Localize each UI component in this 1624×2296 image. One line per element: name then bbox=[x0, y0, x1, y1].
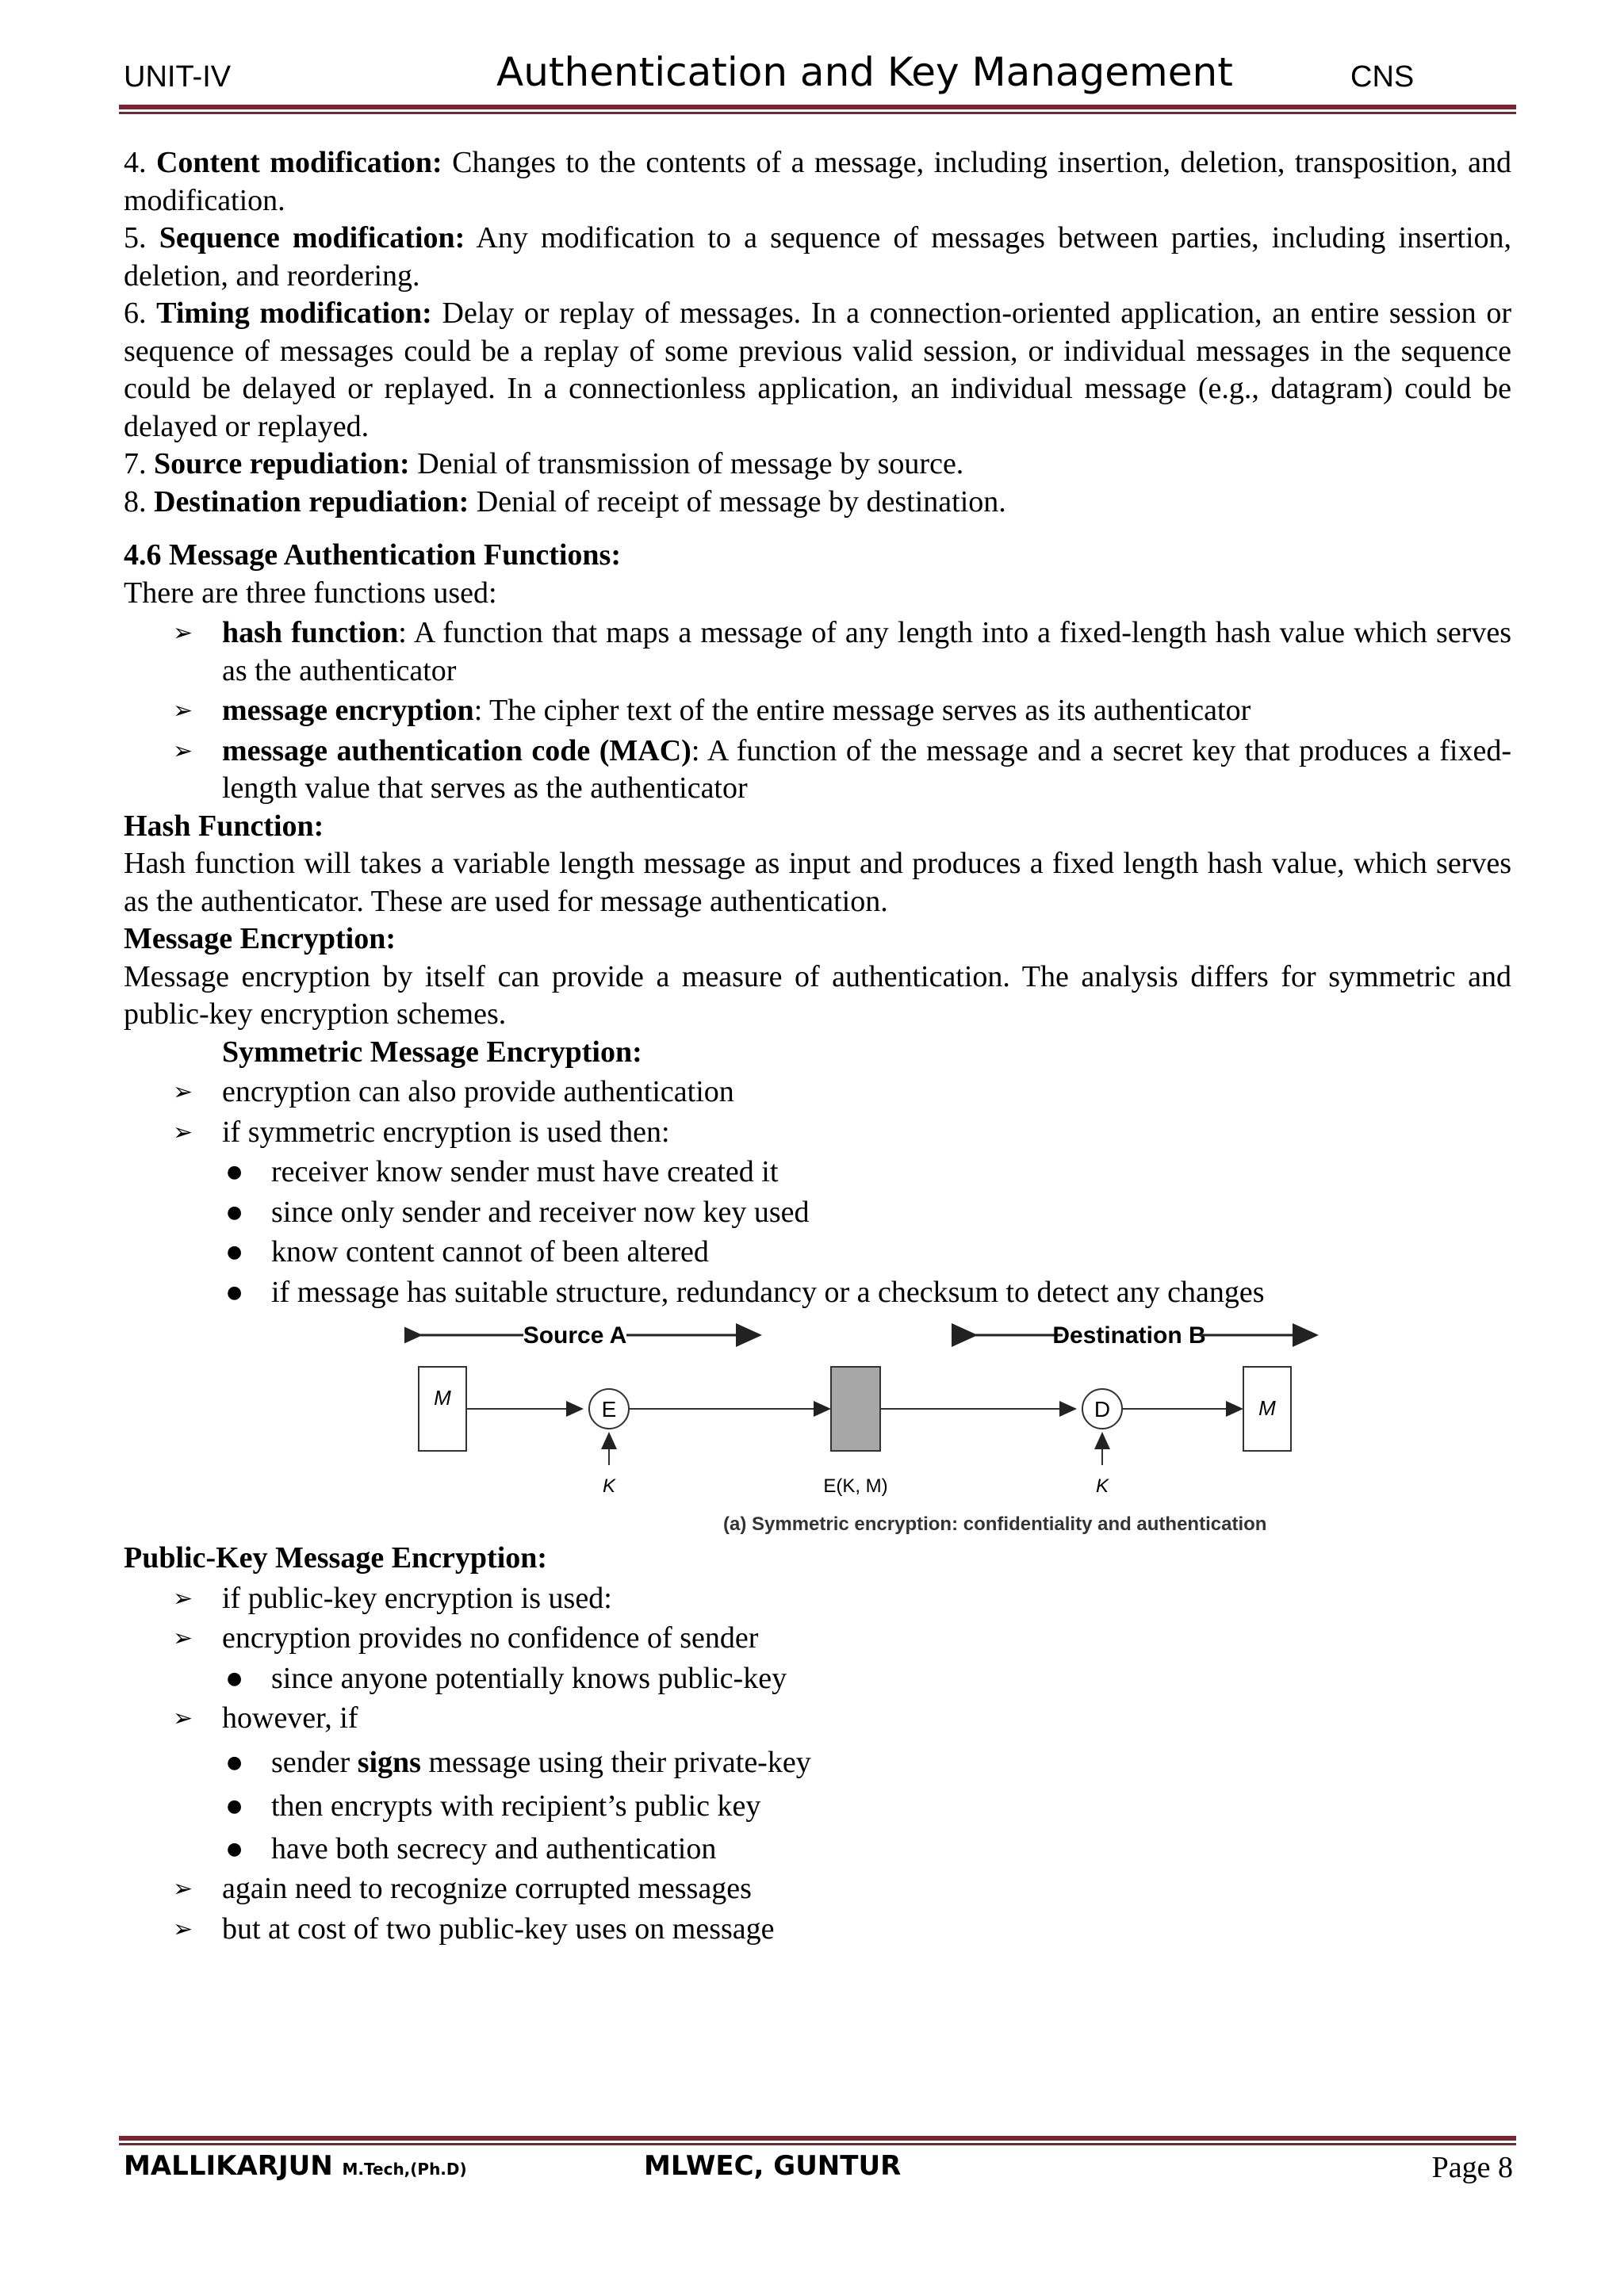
attack-text: Delay or replay of messages. In a connection-oriented application, an entire session or sequence of messages could be a replay of some previous valid session, or individual messages in the sequence could be delayed or replayed. In a connectionless application, an individual message (e.g., datagram) could be delayed or replayed. bbox=[124, 297, 1511, 443]
dest-label: Destination B bbox=[1052, 1322, 1206, 1349]
list-item: ● since anyone potentially knows public-key bbox=[222, 1660, 1511, 1698]
header-rule-thin bbox=[119, 112, 1516, 114]
arrow-bullet-icon: ➢ bbox=[173, 1915, 193, 1943]
list-item: ● have both secrecy and authentication bbox=[222, 1831, 1511, 1869]
list-item: ● if message has suitable structure, redundancy or a checksum to detect any changes bbox=[222, 1274, 1511, 1312]
list-item: ● since only sender and receiver now key used bbox=[222, 1194, 1511, 1232]
figure-caption: (a) Symmetric encryption: confidentiality and authentication bbox=[723, 1513, 1267, 1535]
arrow-bullet-icon: ➢ bbox=[173, 697, 193, 725]
encryption-text: Message encryption by itself can provide a measure of authentication. The analysis differs for symmetric and public-key encryption schemes. bbox=[124, 959, 1511, 1031]
page-footer bbox=[124, 2150, 1513, 2198]
arrow-bullet-icon: ➢ bbox=[173, 1584, 193, 1613]
unit-label: UNIT-IV bbox=[124, 60, 232, 94]
header-rule-thick bbox=[119, 105, 1516, 109]
list-item: ➢ but at cost of two public-key uses on message bbox=[173, 1911, 1511, 1949]
section-title: 4.6 Message Authentication Functions: bbox=[124, 538, 621, 572]
encrypt-label: E bbox=[601, 1397, 617, 1422]
subject-label: CNS bbox=[1350, 60, 1415, 94]
attack-text: Denial of receipt of message by destination. bbox=[476, 484, 1006, 519]
public-key-section bbox=[124, 1540, 1511, 1948]
attack-item: 6. Timing modification: Delay or replay of messages. In a connection-oriented application, an entire session or sequence of messages could be a replay of some previous valid session, or individual messages in the sequence could be delayed or replayed. In a connectionless application, an individual message (e.g., datagram) could be delayed or replayed. bbox=[124, 297, 1511, 443]
key-left-label: K bbox=[602, 1475, 616, 1497]
attack-term: Sequence modification: bbox=[159, 221, 465, 254]
attack-item: 7. Source repudiation: Denial of transmission of message by source. bbox=[124, 447, 964, 480]
attack-term: Timing modification: bbox=[156, 297, 432, 330]
list-item: ➢ if public-key encryption is used: bbox=[173, 1580, 1511, 1618]
dot-bullet-icon: ● bbox=[227, 1162, 243, 1182]
source-label: Source A bbox=[523, 1322, 627, 1349]
hash-text: Hash function will takes a variable length message as input and produces a fixed length hash value, which serves as the authenticator. These are used for message authentication. bbox=[124, 847, 1511, 918]
list-item: ➢ message authentication code (MAC): A function of the message and a secret key that produces a fixed-length value that serves as the authenticator bbox=[173, 733, 1511, 808]
arrow-bullet-icon: ➢ bbox=[173, 1118, 193, 1146]
symmetric-encryption-diagram bbox=[404, 1316, 1372, 1538]
ciphertext-box bbox=[831, 1367, 880, 1451]
attack-text: Any modification to a sequence of messages between parties, including insertion, deletion, and reordering. bbox=[124, 221, 1511, 293]
arrow-bullet-icon: ➢ bbox=[173, 1078, 193, 1106]
main-content bbox=[124, 144, 1511, 1311]
dot-bullet-icon: ● bbox=[227, 1282, 243, 1303]
dot-bullet-icon: ● bbox=[227, 1202, 243, 1223]
page-number: Page 8 bbox=[1431, 2151, 1513, 2184]
symmetric-heading: Symmetric Message Encryption: bbox=[222, 1035, 642, 1069]
dot-bullet-icon: ● bbox=[227, 1752, 243, 1773]
list-item: ➢ again need to recognize corrupted messages bbox=[173, 1870, 1511, 1908]
message-left-label: M bbox=[434, 1386, 451, 1410]
list-item: ● then encrypts with recipient’s public key bbox=[222, 1788, 1511, 1826]
public-key-heading: Public-Key Message Encryption: bbox=[124, 1541, 548, 1575]
attack-term: Destination repudiation: bbox=[154, 484, 469, 519]
list-item: ● receiver know sender must have created it bbox=[222, 1154, 1511, 1192]
list-item: ➢ message encryption: The cipher text of the entire message serves as its authenticator bbox=[173, 692, 1511, 730]
list-item: ● sender signs message using their private-key bbox=[222, 1744, 1511, 1782]
arrow-bullet-icon: ➢ bbox=[173, 619, 193, 647]
dot-bullet-icon: ● bbox=[227, 1668, 243, 1689]
dot-bullet-icon: ● bbox=[227, 1839, 243, 1859]
list-item: ● know content cannot of been altered bbox=[222, 1234, 1511, 1272]
key-right-label: K bbox=[1095, 1475, 1109, 1497]
list-item: ➢ if symmetric encryption is used then: bbox=[173, 1114, 1511, 1152]
arrow-bullet-icon: ➢ bbox=[173, 737, 193, 765]
encryption-heading: Message Encryption: bbox=[124, 922, 396, 955]
decrypt-label: D bbox=[1094, 1397, 1111, 1422]
attack-term: Source repudiation: bbox=[154, 447, 410, 480]
footer-rule-thin bbox=[119, 2143, 1516, 2145]
list-item: ➢ encryption provides no confidence of sender bbox=[173, 1620, 1511, 1658]
section-intro: There are three functions used: bbox=[124, 576, 497, 610]
message-right-label: M bbox=[1258, 1396, 1276, 1420]
diagram-svg bbox=[404, 1316, 1372, 1538]
dot-bullet-icon: ● bbox=[227, 1797, 243, 1816]
arrow-bullet-icon: ➢ bbox=[173, 1705, 193, 1732]
ciphertext-label: E(K, M) bbox=[823, 1475, 888, 1497]
arrow-bullet-icon: ➢ bbox=[173, 1624, 193, 1652]
dot-bullet-icon: ● bbox=[227, 1242, 243, 1262]
author-name: MALLIKARJUN M.Tech,(Ph.D) bbox=[124, 2150, 467, 2182]
list-item: ➢ hash function: A function that maps a message of any length into a fixed-length hash value which serves as the authenticator bbox=[173, 614, 1511, 690]
college-name: MLWEC, GUNTUR bbox=[644, 2150, 902, 2182]
author-degree: M.Tech,(Ph.D) bbox=[342, 2160, 467, 2179]
attack-item: 5. Sequence modification: Any modification to a sequence of messages between parties, including insertion, deletion, and reordering. bbox=[124, 221, 1511, 293]
arrow-bullet-icon: ➢ bbox=[173, 1875, 193, 1903]
page-title: Authentication and Key Management bbox=[496, 49, 1233, 95]
footer-rule-thick bbox=[119, 2136, 1516, 2141]
page-header bbox=[124, 49, 1513, 105]
attack-item: 8. Destination repudiation: Denial of receipt of message by destination. bbox=[124, 484, 1006, 519]
list-item: ➢ encryption can also provide authentication bbox=[173, 1073, 1511, 1112]
list-item: ➢ however, if bbox=[173, 1700, 1511, 1738]
attack-item: 4. Content modification: Changes to the contents of a message, including insertion, deletion, transposition, and modification. bbox=[124, 146, 1511, 217]
attack-term: Content modification: bbox=[155, 146, 442, 179]
attack-text: Changes to the contents of a message, including insertion, deletion, transposition, and modification. bbox=[124, 146, 1511, 217]
attack-text: Denial of transmission of message by source. bbox=[417, 447, 964, 480]
hash-heading: Hash Function: bbox=[124, 809, 324, 843]
